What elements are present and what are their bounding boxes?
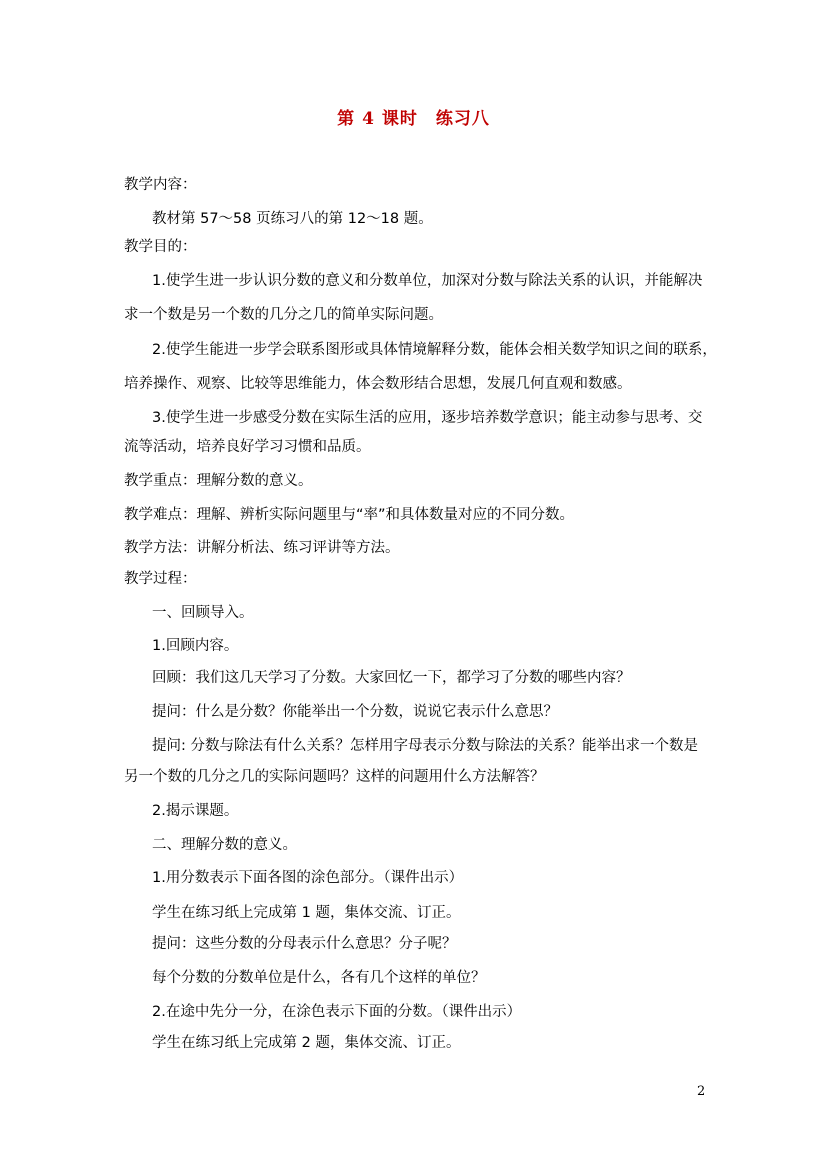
goal-2-line-a: 2.使学生能进一步学会联系图形或具体情境解释分数，能体会相关数学知识之间的联系， <box>152 342 717 358</box>
process-line: 1.用分数表示下面各图的涂色部分。（课件出示） <box>152 870 464 886</box>
process-line: 提问：什么是分数？你能举出一个分数，说说它表示什么意思？ <box>152 704 558 720</box>
page-number: 2 <box>697 1084 706 1099</box>
process-line: 一、回顾导入。 <box>152 605 254 621</box>
process-heading: 教学过程： <box>124 571 197 587</box>
content-heading: 教学内容： <box>124 177 197 193</box>
difficulty: 教学难点：理解、辨析实际问题里与“率”和具体数量对应的不同分数。 <box>124 507 575 523</box>
process-line: 另一个数的几分之几的实际问题吗？这样的问题用什么方法解答？ <box>124 769 545 785</box>
process-line: 学生在练习纸上完成第 2 题，集体交流、订正。 <box>152 1035 461 1051</box>
process-line: 2.揭示课题。 <box>152 803 239 819</box>
process-line: 二、理解分数的意义。 <box>152 837 297 853</box>
key-point: 教学重点：理解分数的意义。 <box>124 473 313 489</box>
teaching-method: 教学方法：讲解分析法、练习评讲等方法。 <box>124 540 400 556</box>
process-line: 1.回顾内容。 <box>152 638 239 654</box>
lesson-title: 第 4 课时 练习八 <box>337 109 490 129</box>
process-line: 提问：这些分数的分母表示什么意思？分子呢？ <box>152 936 457 952</box>
process-line: 每个分数的分数单位是什么，各有几个这样的单位？ <box>152 970 486 986</box>
process-line: 2.在途中先分一分，在涂色表示下面的分数。（课件出示） <box>152 1004 522 1020</box>
goal-3-line-b: 流等活动，培养良好学习习惯和品质。 <box>124 439 371 455</box>
process-line: 学生在练习纸上完成第 1 题，集体交流、订正。 <box>152 905 461 921</box>
process-line: 回顾：我们这几天学习了分数。大家回忆一下，都学习了分数的哪些内容？ <box>152 670 631 686</box>
goal-1-line-b: 求一个数是另一个数的几分之几的简单实际问题。 <box>124 307 443 323</box>
goal-2-line-b: 培养操作、观察、比较等思维能力，体会数形结合思想，发展几何直观和数感。 <box>124 376 632 392</box>
goal-3-line-a: 3.使学生进一步感受分数在实际生活的应用，逐步培养数学意识；能主动参与思考、交 <box>152 410 703 426</box>
process-line: 提问: 分数与除法有什么关系？怎样用字母表示分数与除法的关系？能举出求一个数是 <box>152 738 698 754</box>
goals-heading: 教学目的： <box>124 239 197 255</box>
content-text: 教材第 57～58 页练习八的第 12～18 题。 <box>152 211 433 227</box>
goal-1-line-a: 1.使学生进一步认识分数的意义和分数单位，加深对分数与除法关系的认识，并能解决 <box>152 273 703 289</box>
